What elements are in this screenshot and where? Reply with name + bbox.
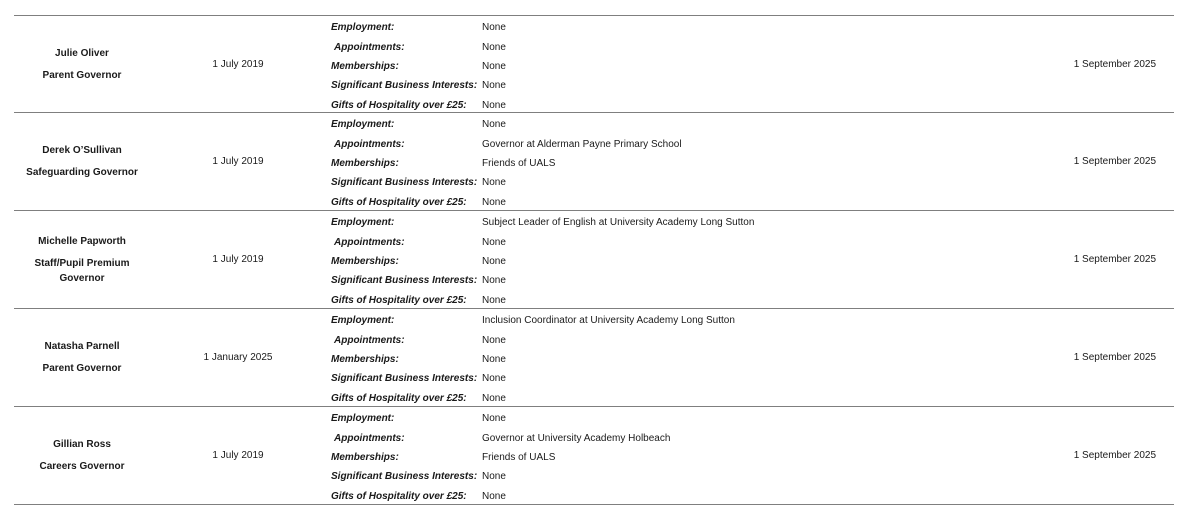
interest-value: None: [482, 80, 506, 92]
governor-name: Michelle Papworth: [38, 235, 126, 247]
governor-role: Parent Governor: [42, 69, 122, 81]
interest-value: Governor at Alderman Payne Primary School: [482, 138, 682, 150]
interest-value: None: [482, 255, 506, 267]
interests-list: [331, 18, 831, 115]
interest-gifts: [331, 193, 831, 212]
interest-employment: [331, 409, 831, 428]
interest-business: [331, 76, 831, 95]
interest-memberships: [331, 350, 831, 369]
table-row: [14, 309, 1174, 407]
interest-value: None: [482, 119, 506, 131]
interest-label: Employment:: [331, 315, 395, 327]
governor-cell: [14, 407, 150, 504]
interest-label: Significant Business Interests:: [331, 373, 478, 385]
interest-value: None: [482, 60, 506, 72]
interest-appointments: [331, 428, 831, 447]
term-end-date: 1 September 2025: [1073, 254, 1156, 265]
interest-label: Employment:: [331, 22, 395, 34]
interest-appointments: [331, 37, 831, 56]
governor-name: Natasha Parnell: [44, 341, 120, 352]
interest-value: Subject Leader of English at University Academy Long Sutton: [482, 217, 755, 229]
interest-value: Governor at University Academy Holbeach: [482, 432, 671, 444]
interest-label: Significant Business Interests:: [331, 471, 478, 483]
interest-label: Memberships:: [331, 353, 399, 365]
interests-list: [331, 311, 831, 408]
interest-label: Employment:: [331, 217, 395, 229]
governor-role: Parent Governor: [42, 363, 122, 374]
interest-value: None: [482, 275, 506, 287]
interest-value: None: [482, 413, 506, 425]
interest-memberships: [331, 57, 831, 76]
interest-business: [331, 173, 831, 192]
table-row: [14, 113, 1174, 211]
interest-value: None: [482, 471, 506, 483]
interest-label: Gifts of Hospitality over £25:: [331, 490, 467, 502]
interest-value: Friends of UALS: [482, 157, 556, 169]
interests-list: [331, 213, 831, 310]
appointment-date: 1 July 2019: [212, 254, 264, 265]
interest-value: None: [482, 294, 506, 306]
interest-label: Appointments:: [334, 334, 405, 346]
interests-list: [331, 115, 831, 212]
interest-label: Appointments:: [334, 41, 405, 53]
interest-label: Memberships:: [331, 157, 399, 169]
interest-gifts: [331, 291, 831, 310]
interest-label: Significant Business Interests:: [331, 275, 478, 287]
interest-value: None: [482, 177, 506, 189]
interest-business: [331, 271, 831, 290]
governor-role: Safeguarding Governor: [26, 167, 138, 178]
governor-cell: [14, 309, 150, 406]
interest-business: [331, 369, 831, 388]
interest-memberships: [331, 154, 831, 173]
interest-employment: [331, 311, 831, 330]
interest-label: Gifts of Hospitality over £25:: [331, 294, 467, 306]
interest-value: Inclusion Coordinator at University Academy Long Sutton: [482, 315, 735, 327]
interest-value: None: [482, 373, 506, 385]
interest-value: None: [482, 22, 506, 34]
interest-memberships: [331, 448, 831, 467]
interest-value: None: [482, 196, 506, 208]
interests-list: [331, 409, 831, 506]
interest-business: [331, 467, 831, 486]
interest-label: Appointments:: [334, 432, 405, 444]
interest-employment: [331, 18, 831, 37]
interest-label: Significant Business Interests:: [331, 177, 478, 189]
governor-cell: [14, 113, 150, 210]
interest-value: None: [482, 490, 506, 502]
interest-value: Friends of UALS: [482, 451, 556, 463]
governor-name: Julie Oliver: [55, 47, 109, 59]
interest-label: Significant Business Interests:: [331, 80, 478, 92]
term-end-date: 1 September 2025: [1073, 156, 1156, 167]
table-row: [14, 407, 1174, 505]
interest-label: Employment:: [331, 119, 395, 131]
interest-employment: [331, 115, 831, 134]
interest-employment: [331, 213, 831, 232]
interest-value: None: [482, 392, 506, 404]
term-end-date: 1 September 2025: [1073, 352, 1156, 363]
appointment-date: 1 July 2019: [212, 156, 264, 167]
interest-value: None: [482, 353, 506, 365]
interest-value: None: [482, 99, 506, 111]
interest-gifts: [331, 487, 831, 506]
interest-value: None: [482, 334, 506, 346]
interest-label: Memberships:: [331, 451, 399, 463]
governor-cell: [14, 211, 150, 308]
interest-value: None: [482, 41, 506, 53]
governor-role: Careers Governor: [39, 461, 125, 472]
governor-cell: [14, 16, 150, 112]
interest-label: Appointments:: [334, 138, 405, 150]
interest-label: Employment:: [331, 413, 395, 425]
interest-label: Gifts of Hospitality over £25:: [331, 99, 467, 111]
appointment-date: 1 July 2019: [212, 450, 264, 461]
interest-appointments: [331, 232, 831, 251]
interest-gifts: [331, 389, 831, 408]
appointment-date: 1 January 2025: [203, 352, 273, 363]
table-row: [14, 211, 1174, 309]
interest-label: Appointments:: [334, 236, 405, 248]
governor-name: Derek O’Sullivan: [42, 145, 122, 156]
appointment-date: 1 July 2019: [212, 58, 264, 70]
interest-label: Memberships:: [331, 255, 399, 267]
term-end-date: 1 September 2025: [1073, 450, 1156, 461]
governor-name: Gillian Ross: [53, 439, 111, 450]
governor-role: Staff/Pupil Premium Governor: [34, 257, 130, 284]
governors-register-table: [14, 15, 1174, 505]
term-end-date: 1 September 2025: [1073, 58, 1156, 70]
interest-label: Gifts of Hospitality over £25:: [331, 196, 467, 208]
interest-appointments: [331, 330, 831, 349]
table-row: [14, 16, 1174, 113]
interest-label: Gifts of Hospitality over £25:: [331, 392, 467, 404]
interest-value: None: [482, 236, 506, 248]
interest-appointments: [331, 134, 831, 153]
interest-label: Memberships:: [331, 60, 399, 72]
interest-memberships: [331, 252, 831, 271]
